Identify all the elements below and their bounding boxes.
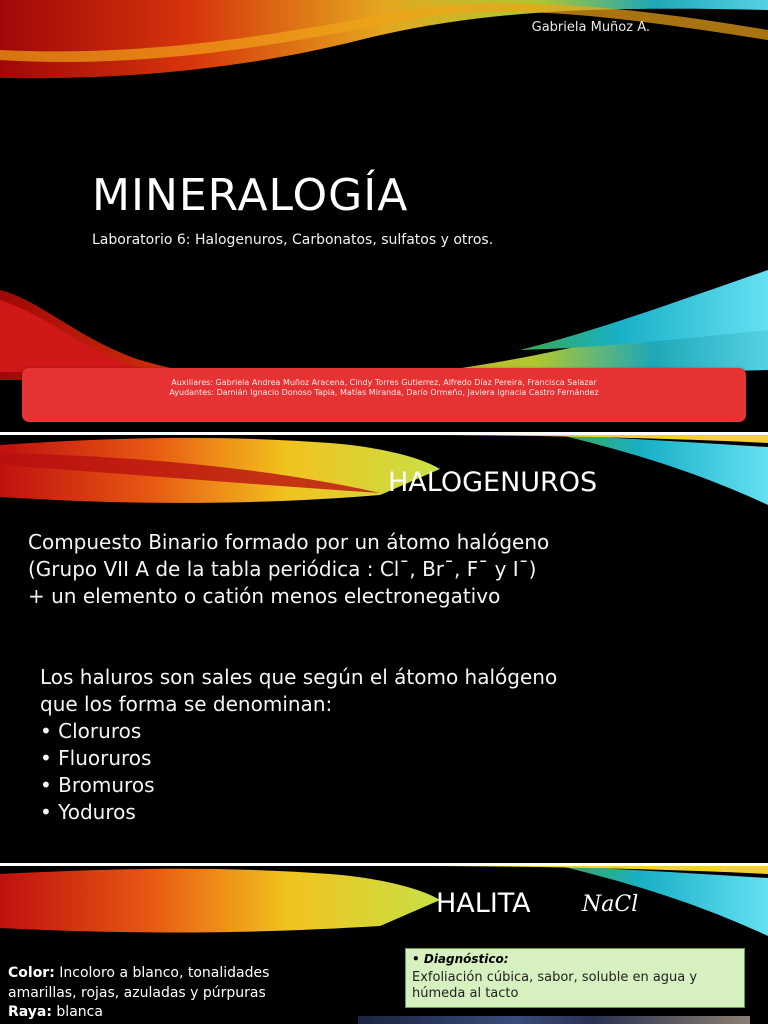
color-property-cont: amarillas, rojas, azuladas y púrpuras	[8, 985, 266, 1001]
subtitle: Laboratorio 6: Halogenuros, Carbonatos, sulfatos y otros.	[92, 232, 494, 248]
ribbon-decoration	[0, 435, 768, 863]
list-item: • Cloruros	[40, 719, 142, 743]
definition-line: Compuesto Binario formado por un átomo halógeno	[28, 530, 550, 554]
definition-line: + un elemento o catión menos electronegativo	[28, 584, 501, 608]
page-title: MINERALOGÍA	[92, 170, 409, 221]
credits-ayudantes: Ayudantes: Damián Ignacio Donoso Tapia, Matías Miranda, Darío Ormeño, Javiera Ignacia Castro Fernández	[169, 388, 599, 397]
chemical-formula: NaCl	[582, 892, 639, 917]
title-slide	[0, 0, 768, 432]
color-property: Color: Incoloro a blanco, tonalidades	[8, 965, 270, 981]
intro-line: Los haluros son sales que según el átomo halógeno	[40, 665, 558, 689]
credits-auxiliares: Auxiliares: Gabriela Andrea Muñoz Aracena, Cindy Torres Gutierrez, Alfredo Díaz Pereira, Francisca Salazar	[171, 378, 597, 387]
diagnostic-heading: • Diagnóstico:	[412, 952, 509, 966]
halita-slide	[0, 866, 768, 1024]
credits-box	[22, 368, 746, 422]
section-title: HALOGENUROS	[388, 467, 598, 498]
list-item: • Yoduros	[40, 800, 136, 824]
raya-property: Raya: blanca	[8, 1004, 103, 1020]
mineral-title: HALITA	[436, 888, 531, 919]
list-item: • Bromuros	[40, 773, 155, 797]
diagnostic-box	[405, 948, 745, 1008]
intro-line: que los forma se denominan:	[40, 692, 333, 716]
definition-line: (Grupo VII A de la tabla periódica : Cl¯, Br¯, F¯ y I¯)	[28, 557, 537, 581]
halogenuros-slide	[0, 435, 768, 863]
author-name: Gabriela Muñoz A.	[531, 20, 650, 35]
mineral-photo	[358, 1016, 750, 1024]
list-item: • Fluoruros	[40, 746, 152, 770]
diagnostic-text: Exfoliación cúbica, sabor, soluble en agua y húmeda al tacto	[412, 970, 698, 1001]
